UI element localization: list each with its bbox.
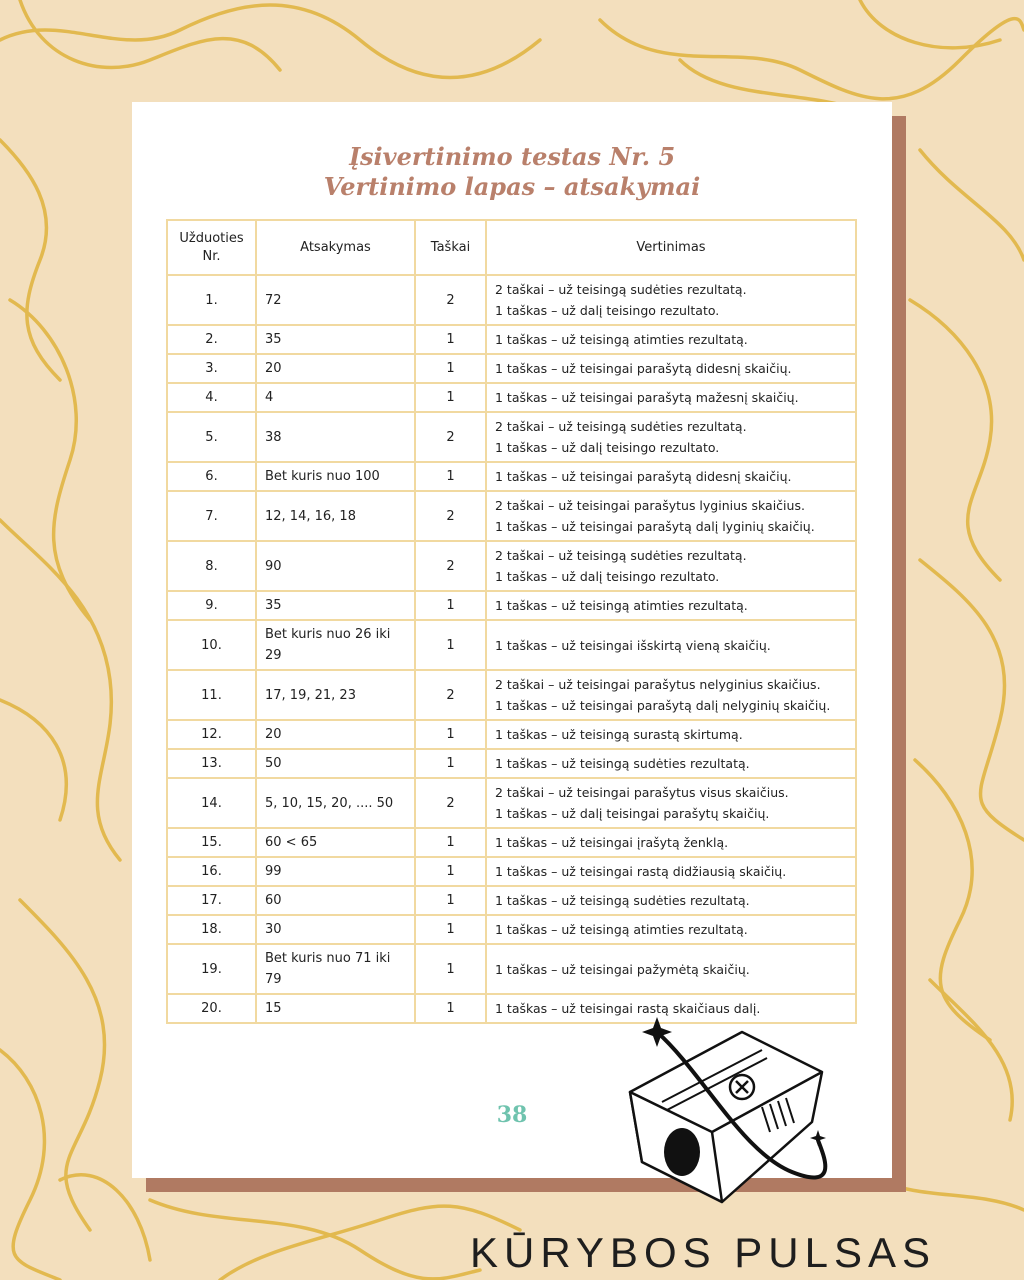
evaluation-cell <box>486 670 856 720</box>
evaluation-line: 1 taškas – už teisingą sudėties rezultatą. <box>495 756 750 771</box>
points-cell: 1 <box>415 749 486 778</box>
points-cell: 1 <box>415 944 486 994</box>
evaluation-line: 1 taškas – už teisingai parašytą mažesnį skaičių. <box>495 390 799 405</box>
table-row <box>167 541 856 591</box>
table-row <box>167 886 856 915</box>
task-number-cell: 1. <box>167 275 256 325</box>
table-row <box>167 720 856 749</box>
points-cell: 1 <box>415 462 486 491</box>
evaluation-cell <box>486 749 856 778</box>
answer-cell: 20 <box>256 720 415 749</box>
points-cell: 2 <box>415 275 486 325</box>
answer-cell: 30 <box>256 915 415 944</box>
task-number-cell: 20. <box>167 994 256 1023</box>
table-row <box>167 944 856 994</box>
evaluation-cell <box>486 354 856 383</box>
evaluation-line: 1 taškas – už teisingą atimties rezultatą. <box>495 332 748 347</box>
answer-cell: 90 <box>256 541 415 591</box>
answer-cell: 15 <box>256 994 415 1023</box>
evaluation-line: 2 taškai – už teisingai parašytus visus skaičius. <box>495 785 789 800</box>
answer-cell: 35 <box>256 591 415 620</box>
task-number-cell: 16. <box>167 857 256 886</box>
task-number-cell: 13. <box>167 749 256 778</box>
answer-cell: 35 <box>256 325 415 354</box>
task-number-cell: 7. <box>167 491 256 541</box>
points-cell: 1 <box>415 591 486 620</box>
table-row <box>167 915 856 944</box>
points-cell: 2 <box>415 670 486 720</box>
evaluation-cell <box>486 944 856 994</box>
evaluation-line: 2 taškai – už teisingą sudėties rezultatą. <box>495 282 747 297</box>
answers-table <box>166 219 857 1024</box>
points-cell: 1 <box>415 720 486 749</box>
answer-cell: Bet kuris nuo 100 <box>256 462 415 491</box>
answer-cell: 4 <box>256 383 415 412</box>
evaluation-line: 2 taškai – už teisingai parašytus nelyginius skaičius. <box>495 677 821 692</box>
evaluation-cell <box>486 491 856 541</box>
evaluation-cell <box>486 462 856 491</box>
table-row <box>167 275 856 325</box>
page-number: 38 <box>496 1102 528 1128</box>
answer-cell: 99 <box>256 857 415 886</box>
evaluation-line: 1 taškas – už teisingai rastą skaičiaus dalį. <box>495 1001 761 1016</box>
points-cell: 1 <box>415 886 486 915</box>
task-number-cell: 8. <box>167 541 256 591</box>
table-header-row <box>167 220 856 275</box>
document-title: Įsivertinimo testas Nr. 5 <box>348 142 676 171</box>
evaluation-cell <box>486 412 856 462</box>
table-row <box>167 857 856 886</box>
table-row <box>167 412 856 462</box>
task-number-cell: 6. <box>167 462 256 491</box>
answer-cell: 5, 10, 15, 20, .... 50 <box>256 778 415 828</box>
task-number-cell: 17. <box>167 886 256 915</box>
evaluation-line: 2 taškai – už teisingai parašytus lyginius skaičius. <box>495 498 805 513</box>
evaluation-line: 1 taškas – už dalį teisingo rezultato. <box>495 303 720 318</box>
evaluation-cell <box>486 915 856 944</box>
points-cell: 1 <box>415 325 486 354</box>
points-cell: 2 <box>415 412 486 462</box>
points-cell: 1 <box>415 915 486 944</box>
points-cell: 1 <box>415 828 486 857</box>
pencil-sharpener-icon <box>612 1012 842 1212</box>
evaluation-line: 1 taškas – už teisingai išskirtą vieną skaičių. <box>495 637 771 653</box>
points-cell: 2 <box>415 541 486 591</box>
table-row <box>167 383 856 412</box>
task-number-cell: 9. <box>167 591 256 620</box>
table-row <box>167 491 856 541</box>
table-row <box>167 778 856 828</box>
task-number-cell: 14. <box>167 778 256 828</box>
evaluation-line: 1 taškas – už teisingai parašytą didesnį skaičių. <box>495 361 792 376</box>
table-row <box>167 670 856 720</box>
evaluation-line: 1 taškas – už teisingą surastą skirtumą. <box>495 727 743 742</box>
evaluation-line: 1 taškas – už dalį teisingo rezultato. <box>495 440 720 455</box>
table-row <box>167 620 856 670</box>
header-task-number: Užduoties Nr. <box>167 220 256 275</box>
table-row <box>167 354 856 383</box>
evaluation-line: 1 taškas – už dalį teisingo rezultato. <box>495 569 720 584</box>
evaluation-cell <box>486 591 856 620</box>
evaluation-line: 1 taškas – už teisingai parašytą didesnį skaičių. <box>495 469 792 484</box>
evaluation-line: 2 taškai – už teisingą sudėties rezultatą. <box>495 419 747 434</box>
task-number-cell: 18. <box>167 915 256 944</box>
points-cell: 1 <box>415 354 486 383</box>
evaluation-cell <box>486 325 856 354</box>
document-subtitle: Vertinimo lapas – atsakymai <box>323 172 701 201</box>
task-number-cell: 2. <box>167 325 256 354</box>
header-answer: Atsakymas <box>256 220 415 275</box>
evaluation-cell <box>486 857 856 886</box>
task-number-cell: 5. <box>167 412 256 462</box>
table-row <box>167 462 856 491</box>
evaluation-line: 1 taškas – už teisingai pažymėtą skaičių. <box>495 961 750 977</box>
evaluation-line: 1 taškas – už dalį teisingai parašytų skaičių. <box>495 806 770 821</box>
brand-name: KŪRYBOS PULSAS <box>470 1229 937 1276</box>
task-number-cell: 4. <box>167 383 256 412</box>
evaluation-cell <box>486 886 856 915</box>
answer-cell: 20 <box>256 354 415 383</box>
answer-cell: 50 <box>256 749 415 778</box>
evaluation-line: 1 taškas – už teisingą atimties rezultatą. <box>495 598 748 613</box>
table-row <box>167 591 856 620</box>
answers-table-body <box>167 275 856 1023</box>
points-cell: 1 <box>415 620 486 670</box>
task-number-cell: 19. <box>167 944 256 994</box>
table-row <box>167 828 856 857</box>
points-cell: 1 <box>415 994 486 1023</box>
evaluation-line: 1 taškas – už teisingai parašytą dalį nelyginių skaičių. <box>495 698 831 713</box>
task-number-cell: 3. <box>167 354 256 383</box>
evaluation-line: 1 taškas – už teisingą sudėties rezultatą. <box>495 893 750 908</box>
header-points: Taškai <box>415 220 486 275</box>
evaluation-line: 1 taškas – už teisingai parašytą dalį lyginių skaičių. <box>495 519 815 534</box>
evaluation-line: 1 taškas – už teisingai rastą didžiausią skaičių. <box>495 864 787 879</box>
evaluation-cell <box>486 275 856 325</box>
evaluation-cell <box>486 620 856 670</box>
evaluation-line: 1 taškas – už teisingą atimties rezultatą. <box>495 922 748 937</box>
task-number-cell: 15. <box>167 828 256 857</box>
table-row <box>167 325 856 354</box>
evaluation-cell <box>486 541 856 591</box>
points-cell: 1 <box>415 383 486 412</box>
evaluation-line: 2 taškai – už teisingą sudėties rezultatą. <box>495 548 747 563</box>
evaluation-line: 1 taškas – už teisingai įrašytą ženklą. <box>495 835 729 850</box>
task-number-cell: 10. <box>167 620 256 670</box>
evaluation-cell <box>486 720 856 749</box>
points-cell: 2 <box>415 491 486 541</box>
evaluation-cell <box>486 383 856 412</box>
evaluation-cell <box>486 828 856 857</box>
answer-cell: 12, 14, 16, 18 <box>256 491 415 541</box>
header-evaluation: Vertinimas <box>486 220 856 275</box>
answer-cell: Bet kuris nuo 26 iki 29 <box>256 620 415 670</box>
points-cell: 2 <box>415 778 486 828</box>
answer-cell: Bet kuris nuo 71 iki 79 <box>256 944 415 994</box>
answer-cell: 38 <box>256 412 415 462</box>
answer-cell: 60 < 65 <box>256 828 415 857</box>
answer-cell: 72 <box>256 275 415 325</box>
task-number-cell: 12. <box>167 720 256 749</box>
table-row <box>167 749 856 778</box>
answer-cell: 17, 19, 21, 23 <box>256 670 415 720</box>
points-cell: 1 <box>415 857 486 886</box>
task-number-cell: 11. <box>167 670 256 720</box>
answer-cell: 60 <box>256 886 415 915</box>
evaluation-cell <box>486 778 856 828</box>
